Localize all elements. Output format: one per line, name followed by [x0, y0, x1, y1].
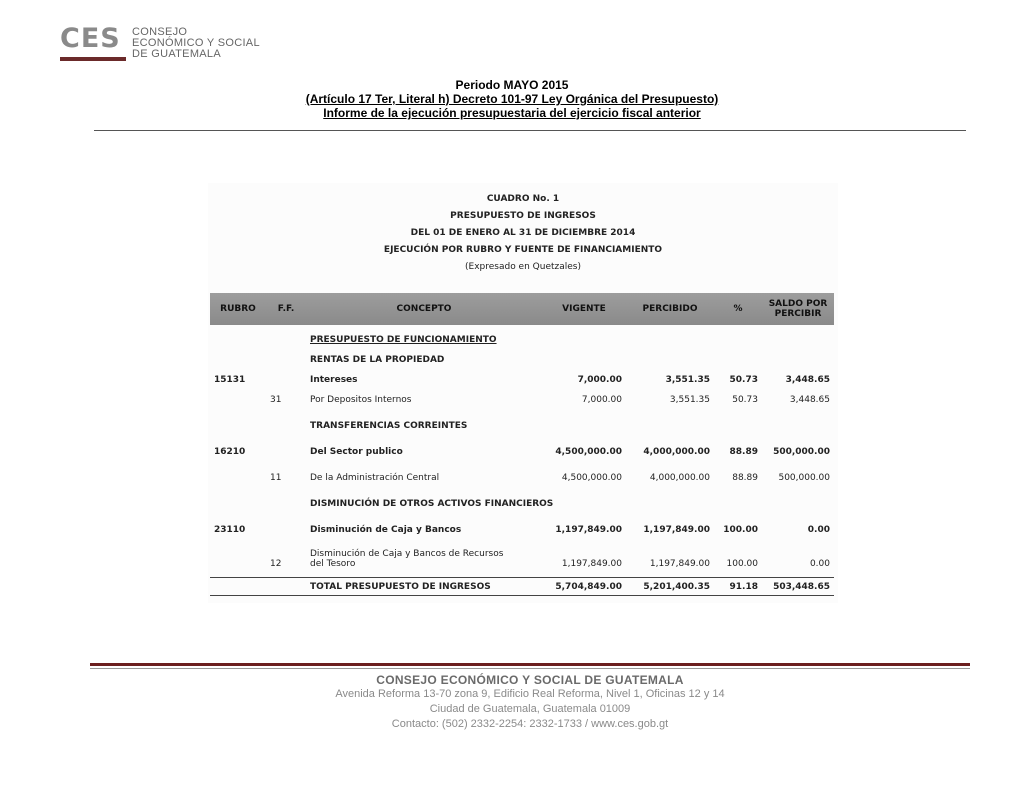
section-row — [210, 325, 834, 345]
logo-name — [132, 27, 260, 60]
cell-vigente: 7,000.00 — [581, 395, 622, 405]
period-title: Periodo MAYO 2015 — [455, 78, 569, 92]
table-row — [210, 431, 834, 457]
caption-line-2: PRESUPUESTO DE INGRESOS — [450, 211, 596, 221]
budget-table-panel — [208, 183, 838, 603]
group-title-2: TRANSFERENCIAS CORREINTES — [310, 421, 468, 431]
footer-divider — [90, 663, 970, 666]
document-footer — [0, 673, 1024, 732]
article-reference: (Artículo 17 Ter, Literal h) Decreto 101-97 Ley Orgánica del Presupuesto) — [305, 92, 719, 106]
footer-city: Ciudad de Guatemala, Guatemala 01009 — [429, 703, 631, 715]
caption-line-3: DEL 01 DE ENERO AL 31 DE DICIEMBRE 2014 — [410, 228, 636, 238]
footer-org: CONSEJO ECONÓMICO Y SOCIAL DE GUATEMALA — [376, 673, 684, 687]
col-rubro: RUBRO — [210, 293, 266, 325]
footer-divider-thin — [90, 668, 970, 669]
document-header — [0, 78, 1024, 120]
footer-address: Avenida Reforma 13-70 zona 9, Edificio Real Reforma, Nivel 1, Oficinas 12 y 14 — [335, 688, 725, 700]
cell-rubro: 15131 — [214, 375, 246, 385]
cell-saldo: 500,000.00 — [778, 473, 830, 483]
table-row — [210, 509, 834, 535]
cell-saldo: 3,448.65 — [785, 375, 830, 385]
total-saldo: 503,448.65 — [762, 578, 834, 596]
cell-concepto: Disminución de Caja y Bancos — [310, 525, 462, 535]
cell-percibido: 1,197,849.00 — [643, 525, 710, 535]
table-header-row — [210, 293, 834, 325]
cell-pct: 50.73 — [729, 375, 758, 385]
cell-pct: 88.89 — [732, 473, 758, 483]
section-title: PRESUPUESTO DE FUNCIONAMIENTO — [310, 335, 497, 345]
cell-concepto-line-1: Disminución de Caja y Bancos de Recursos — [310, 549, 504, 559]
cell-concepto: Del Sector publico — [310, 447, 403, 457]
col-vigente: VIGENTE — [542, 293, 626, 325]
logo-name-line-3: DE GUATEMALA — [132, 48, 221, 60]
cell-vigente: 4,500,000.00 — [555, 447, 622, 457]
caption-line-1: CUADRO No. 1 — [486, 194, 560, 204]
col-saldo: SALDO POR PERCIBIR — [762, 293, 834, 325]
cell-pct: 88.89 — [729, 447, 758, 457]
table-row — [210, 365, 834, 385]
cell-ff: 11 — [270, 473, 282, 483]
group-row — [210, 405, 834, 431]
cell-vigente: 1,197,849.00 — [555, 525, 622, 535]
cell-concepto-line-2: del Tesoro — [310, 559, 356, 569]
cell-saldo: 500,000.00 — [773, 447, 830, 457]
table-row — [210, 385, 834, 405]
total-row — [210, 578, 834, 596]
group-title-1: RENTAS DE LA PROPIEDAD — [310, 355, 445, 365]
cell-saldo: 0.00 — [807, 525, 830, 535]
group-row — [210, 345, 834, 365]
cell-ff: 31 — [270, 395, 282, 405]
col-percibido: PERCIBIDO — [626, 293, 714, 325]
cell-vigente: 7,000.00 — [577, 375, 622, 385]
table-row — [210, 535, 834, 569]
footer-contact: Contacto: (502) 2332-2254: 2332-1733 / www.ces.gob.gt — [391, 718, 669, 730]
cell-concepto: Intereses — [310, 375, 358, 385]
cell-saldo: 0.00 — [809, 559, 830, 569]
logo-underline — [60, 57, 126, 61]
cell-percibido: 4,000,000.00 — [649, 473, 710, 483]
cell-percibido: 3,551.35 — [665, 375, 710, 385]
total-concepto: TOTAL PRESUPUESTO DE INGRESOS — [306, 578, 542, 596]
cell-percibido: 4,000,000.00 — [643, 447, 710, 457]
cell-percibido: 1,197,849.00 — [649, 559, 710, 569]
cell-ff: 12 — [270, 559, 282, 569]
logo-name-line-1: CONSEJO — [132, 26, 188, 38]
caption-line-4: EJECUCIÓN POR RUBRO Y FUENTE DE FINANCIAMIENTO — [383, 245, 663, 255]
col-pct: % — [714, 293, 762, 325]
caption-line-5: (Expresado en Quetzales) — [465, 262, 581, 272]
budget-table — [210, 293, 834, 596]
logo-name-line-2: ECONÓMICO Y SOCIAL — [132, 37, 260, 49]
total-pct: 91.18 — [714, 578, 762, 596]
ces-logo — [60, 24, 290, 64]
col-ff: F.F. — [266, 293, 306, 325]
header-divider — [94, 130, 966, 131]
cell-pct: 100.00 — [723, 525, 758, 535]
cell-concepto — [306, 535, 542, 569]
cell-vigente: 4,500,000.00 — [561, 473, 622, 483]
cell-vigente: 1,197,849.00 — [561, 559, 622, 569]
cell-concepto: De la Administración Central — [310, 473, 440, 483]
cell-concepto: Por Depositos Internos — [310, 395, 412, 405]
cell-pct: 100.00 — [726, 559, 758, 569]
group-row — [210, 483, 834, 509]
cell-saldo: 3,448.65 — [789, 395, 830, 405]
cell-percibido: 3,551.35 — [669, 395, 710, 405]
cell-pct: 50.73 — [732, 395, 758, 405]
total-vigente: 5,704,849.00 — [542, 578, 626, 596]
logo-mark: CES — [60, 23, 121, 54]
col-concepto: CONCEPTO — [306, 293, 542, 325]
report-title: Informe de la ejecución presupuestaria del ejercicio fiscal anterior — [323, 106, 701, 120]
table-caption — [208, 191, 838, 276]
table-row — [210, 457, 834, 483]
cell-rubro: 16210 — [214, 447, 246, 457]
group-title-3: DISMINUCIÓN DE OTROS ACTIVOS FINANCIEROS — [310, 499, 554, 509]
total-percibido: 5,201,400.35 — [626, 578, 714, 596]
cell-rubro: 23110 — [214, 525, 246, 535]
